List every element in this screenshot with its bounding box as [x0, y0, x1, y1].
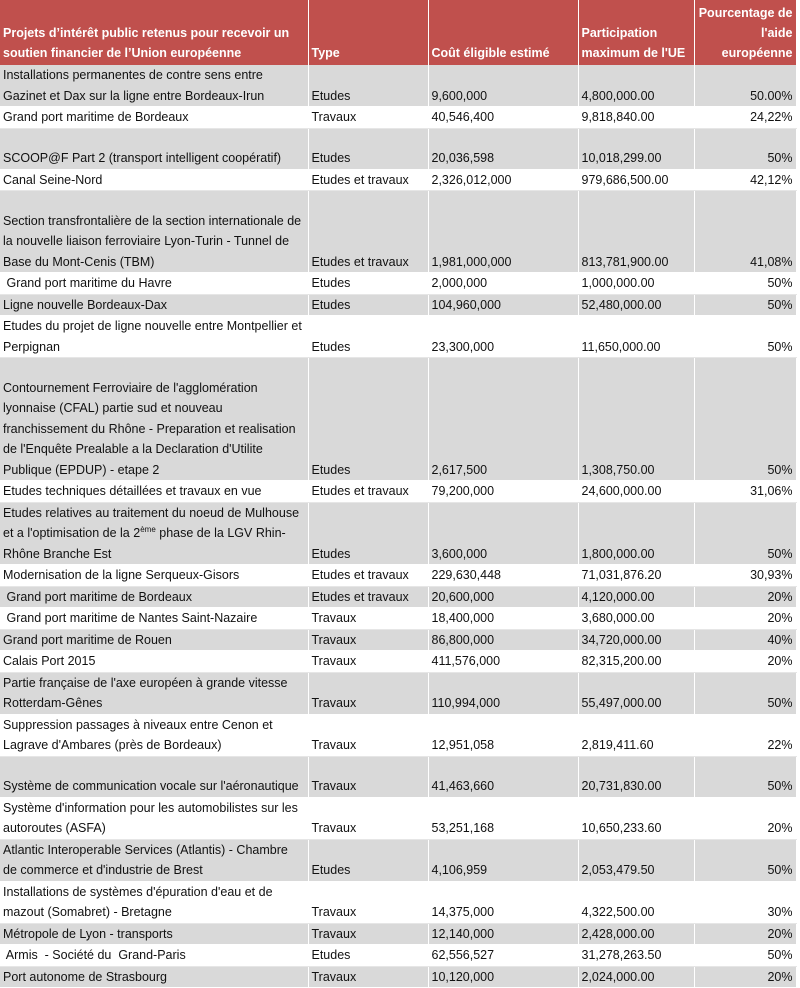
table-row [0, 651, 796, 673]
cell-cost: 9,600,000 [428, 65, 578, 107]
cell-type: Etudes [308, 316, 428, 358]
cell-cost: 411,576,000 [428, 651, 578, 673]
cell-pct: 20% [694, 966, 796, 988]
table-row [0, 316, 796, 358]
cell-type: Etudes et travaux [308, 169, 428, 191]
cell-project-text-end: phase de la LGV Rhin-Rhône Branche Est [3, 526, 286, 561]
cell-project: Installations de systèmes d'épuration d'eau et de mazout (Somabret) - Bretagne [0, 881, 308, 923]
cell-type: Etudes [308, 128, 428, 169]
cell-eu-max: 4,322,500.00 [578, 881, 694, 923]
table-row [0, 923, 796, 945]
cell-cost: 41,463,660 [428, 756, 578, 797]
cell-project: Grand port maritime de Bordeaux [0, 107, 308, 129]
table-row [0, 839, 796, 881]
cell-eu-max: 2,819,411.60 [578, 714, 694, 756]
cell-type: Travaux [308, 629, 428, 651]
cell-type: Etudes [308, 945, 428, 967]
cell-cost: 12,951,058 [428, 714, 578, 756]
cell-type: Etudes [308, 839, 428, 881]
cell-pct: 20% [694, 608, 796, 630]
cell-cost: 86,800,000 [428, 629, 578, 651]
cell-eu-max: 9,818,840.00 [578, 107, 694, 129]
cell-cost: 79,200,000 [428, 481, 578, 503]
table-row [0, 608, 796, 630]
cell-eu-max: 1,308,750.00 [578, 358, 694, 481]
table-row [0, 358, 796, 481]
cell-cost: 20,036,598 [428, 128, 578, 169]
cell-eu-max: 82,315,200.00 [578, 651, 694, 673]
cell-eu-max: 1,800,000.00 [578, 502, 694, 565]
cell-pct: 20% [694, 651, 796, 673]
table-row [0, 107, 796, 129]
cell-eu-max: 24,600,000.00 [578, 481, 694, 503]
cell-eu-max: 813,781,900.00 [578, 191, 694, 273]
cell-project: Suppression passages à niveaux entre Cenon et Lagrave d'Ambares (près de Bordeaux) [0, 714, 308, 756]
header-type: Type [308, 0, 428, 65]
cell-cost: 110,994,000 [428, 672, 578, 714]
cell-eu-max: 52,480,000.00 [578, 294, 694, 316]
cell-pct: 22% [694, 714, 796, 756]
cell-eu-max: 2,024,000.00 [578, 966, 694, 988]
cell-project: Système de communication vocale sur l'aéronautique [0, 756, 308, 797]
cell-eu-max: 55,497,000.00 [578, 672, 694, 714]
cell-cost: 12,140,000 [428, 923, 578, 945]
cell-type: Travaux [308, 966, 428, 988]
cell-type: Etudes [308, 294, 428, 316]
cell-project: Métropole de Lyon - transports [0, 923, 308, 945]
cell-project: Canal Seine-Nord [0, 169, 308, 191]
cell-pct: 50% [694, 839, 796, 881]
cell-eu-max: 979,686,500.00 [578, 169, 694, 191]
cell-project: Port autonome de Strasbourg [0, 966, 308, 988]
cell-type: Travaux [308, 923, 428, 945]
table-row [0, 169, 796, 191]
cell-eu-max: 1,000,000.00 [578, 273, 694, 295]
cell-pct: 50% [694, 756, 796, 797]
cell-pct: 40% [694, 629, 796, 651]
cell-project: Modernisation de la ligne Serqueux-Gisors [0, 565, 308, 587]
cell-type: Etudes et travaux [308, 586, 428, 608]
cell-pct: 50.00% [694, 65, 796, 107]
cell-cost: 10,120,000 [428, 966, 578, 988]
cell-project: Etudes techniques détaillées et travaux en vue [0, 481, 308, 503]
cell-cost: 20,600,000 [428, 586, 578, 608]
cell-cost: 23,300,000 [428, 316, 578, 358]
cell-type: Etudes [308, 273, 428, 295]
header-project: Projets d’intérêt public retenus pour recevoir un soutien financier de l’Union européenne [0, 0, 308, 65]
cell-eu-max: 4,120,000.00 [578, 586, 694, 608]
cell-pct: 50% [694, 294, 796, 316]
cell-type: Etudes [308, 502, 428, 565]
cell-pct: 30,93% [694, 565, 796, 587]
cell-eu-max: 10,018,299.00 [578, 128, 694, 169]
table-row [0, 586, 796, 608]
cell-eu-max: 2,428,000.00 [578, 923, 694, 945]
cell-project: Installations permanentes de contre sens entre Gazinet et Dax sur la ligne entre Bordeaux-Irun [0, 65, 308, 107]
cell-type: Etudes [308, 65, 428, 107]
header-row [0, 0, 796, 65]
cell-pct: 20% [694, 923, 796, 945]
cell-pct: 50% [694, 273, 796, 295]
cell-type: Etudes et travaux [308, 191, 428, 273]
cell-cost: 14,375,000 [428, 881, 578, 923]
cell-cost: 104,960,000 [428, 294, 578, 316]
cell-type: Travaux [308, 797, 428, 839]
table-row [0, 273, 796, 295]
cell-cost: 40,546,400 [428, 107, 578, 129]
table-row [0, 128, 796, 169]
cell-project: Atlantic Interoperable Services (Atlantis) - Chambre de commerce et d'industrie de Brest [0, 839, 308, 881]
cell-pct: 50% [694, 945, 796, 967]
cell-project-superscript: ème [140, 524, 156, 534]
table-row [0, 502, 796, 565]
cell-project: Grand port maritime de Bordeaux [0, 586, 308, 608]
cell-pct: 50% [694, 316, 796, 358]
cell-eu-max: 4,800,000.00 [578, 65, 694, 107]
cell-eu-max: 34,720,000.00 [578, 629, 694, 651]
cell-pct: 50% [694, 128, 796, 169]
cell-cost: 2,617,500 [428, 358, 578, 481]
cell-project: Grand port maritime du Havre [0, 273, 308, 295]
cell-pct: 31,06% [694, 481, 796, 503]
cell-pct: 30% [694, 881, 796, 923]
cell-project: Section transfrontalière de la section internationale de la nouvelle liaison ferroviaire Lyon-Turin - Tunnel de Base du Mont-Cenis (TBM) [0, 191, 308, 273]
table-row [0, 481, 796, 503]
cell-project: Etudes du projet de ligne nouvelle entre Montpellier et Perpignan [0, 316, 308, 358]
cell-eu-max: 2,053,479.50 [578, 839, 694, 881]
cell-type: Travaux [308, 107, 428, 129]
cell-pct: 24,22% [694, 107, 796, 129]
cell-eu-max: 71,031,876.20 [578, 565, 694, 587]
table-row [0, 714, 796, 756]
cell-project: Ligne nouvelle Bordeaux-Dax [0, 294, 308, 316]
cell-type: Etudes [308, 358, 428, 481]
cell-pct: 41,08% [694, 191, 796, 273]
cell-cost: 2,326,012,000 [428, 169, 578, 191]
cell-eu-max: 20,731,830.00 [578, 756, 694, 797]
cell-pct: 42,12% [694, 169, 796, 191]
cell-project: SCOOP@F Part 2 (transport intelligent coopératif) [0, 128, 308, 169]
cell-type: Etudes et travaux [308, 481, 428, 503]
header-eu-max: Participation maximum de l'UE [578, 0, 694, 65]
header-pct: Pourcentage de l'aide européenne [694, 0, 796, 65]
cell-eu-max: 31,278,263.50 [578, 945, 694, 967]
header-cost: Coût éligible estimé [428, 0, 578, 65]
table-row [0, 881, 796, 923]
cell-project: Calais Port 2015 [0, 651, 308, 673]
cell-cost: 4,106,959 [428, 839, 578, 881]
cell-project: Grand port maritime de Rouen [0, 629, 308, 651]
cell-cost: 18,400,000 [428, 608, 578, 630]
table-row [0, 191, 796, 273]
table-row [0, 65, 796, 107]
cell-pct: 20% [694, 586, 796, 608]
cell-cost: 229,630,448 [428, 565, 578, 587]
table-row [0, 756, 796, 797]
cell-type: Etudes et travaux [308, 565, 428, 587]
cell-cost: 2,000,000 [428, 273, 578, 295]
cell-project: Grand port maritime de Nantes Saint-Nazaire [0, 608, 308, 630]
table-row [0, 294, 796, 316]
table-row [0, 966, 796, 988]
cell-eu-max: 3,680,000.00 [578, 608, 694, 630]
cell-pct: 50% [694, 672, 796, 714]
cell-cost: 1,981,000,000 [428, 191, 578, 273]
cell-type: Travaux [308, 608, 428, 630]
table-row [0, 945, 796, 967]
cell-cost: 3,600,000 [428, 502, 578, 565]
cell-type: Travaux [308, 756, 428, 797]
cell-type: Travaux [308, 651, 428, 673]
cell-type: Travaux [308, 714, 428, 756]
cell-eu-max: 11,650,000.00 [578, 316, 694, 358]
cell-type: Travaux [308, 881, 428, 923]
table-row [0, 672, 796, 714]
cell-pct: 50% [694, 358, 796, 481]
cell-pct: 20% [694, 797, 796, 839]
cell-type: Travaux [308, 672, 428, 714]
cell-project: Armis - Société du Grand-Paris [0, 945, 308, 967]
cell-eu-max: 10,650,233.60 [578, 797, 694, 839]
cell-project-text: Etudes relatives au traitement du noeud de Mulhouse et a l'optimisation de la 2 [3, 505, 300, 540]
table-row [0, 797, 796, 839]
cell-project: Partie française de l'axe européen à grande vitesse Rotterdam-Gênes [0, 672, 308, 714]
cell-cost: 62,556,527 [428, 945, 578, 967]
cell-cost: 53,251,168 [428, 797, 578, 839]
table-row [0, 565, 796, 587]
cell-project [0, 502, 308, 565]
cell-project: Contournement Ferroviaire de l'agglomération lyonnaise (CFAL) partie sud et nouveau franchissement du Rhône - Preparation et realisation de l'Enquête Prealable a la Declaration d'Utilite Publique (EPDUP) - etape 2 [0, 358, 308, 481]
table-row [0, 629, 796, 651]
cell-project: Système d'information pour les automobilistes sur les autoroutes (ASFA) [0, 797, 308, 839]
cell-pct: 50% [694, 502, 796, 565]
